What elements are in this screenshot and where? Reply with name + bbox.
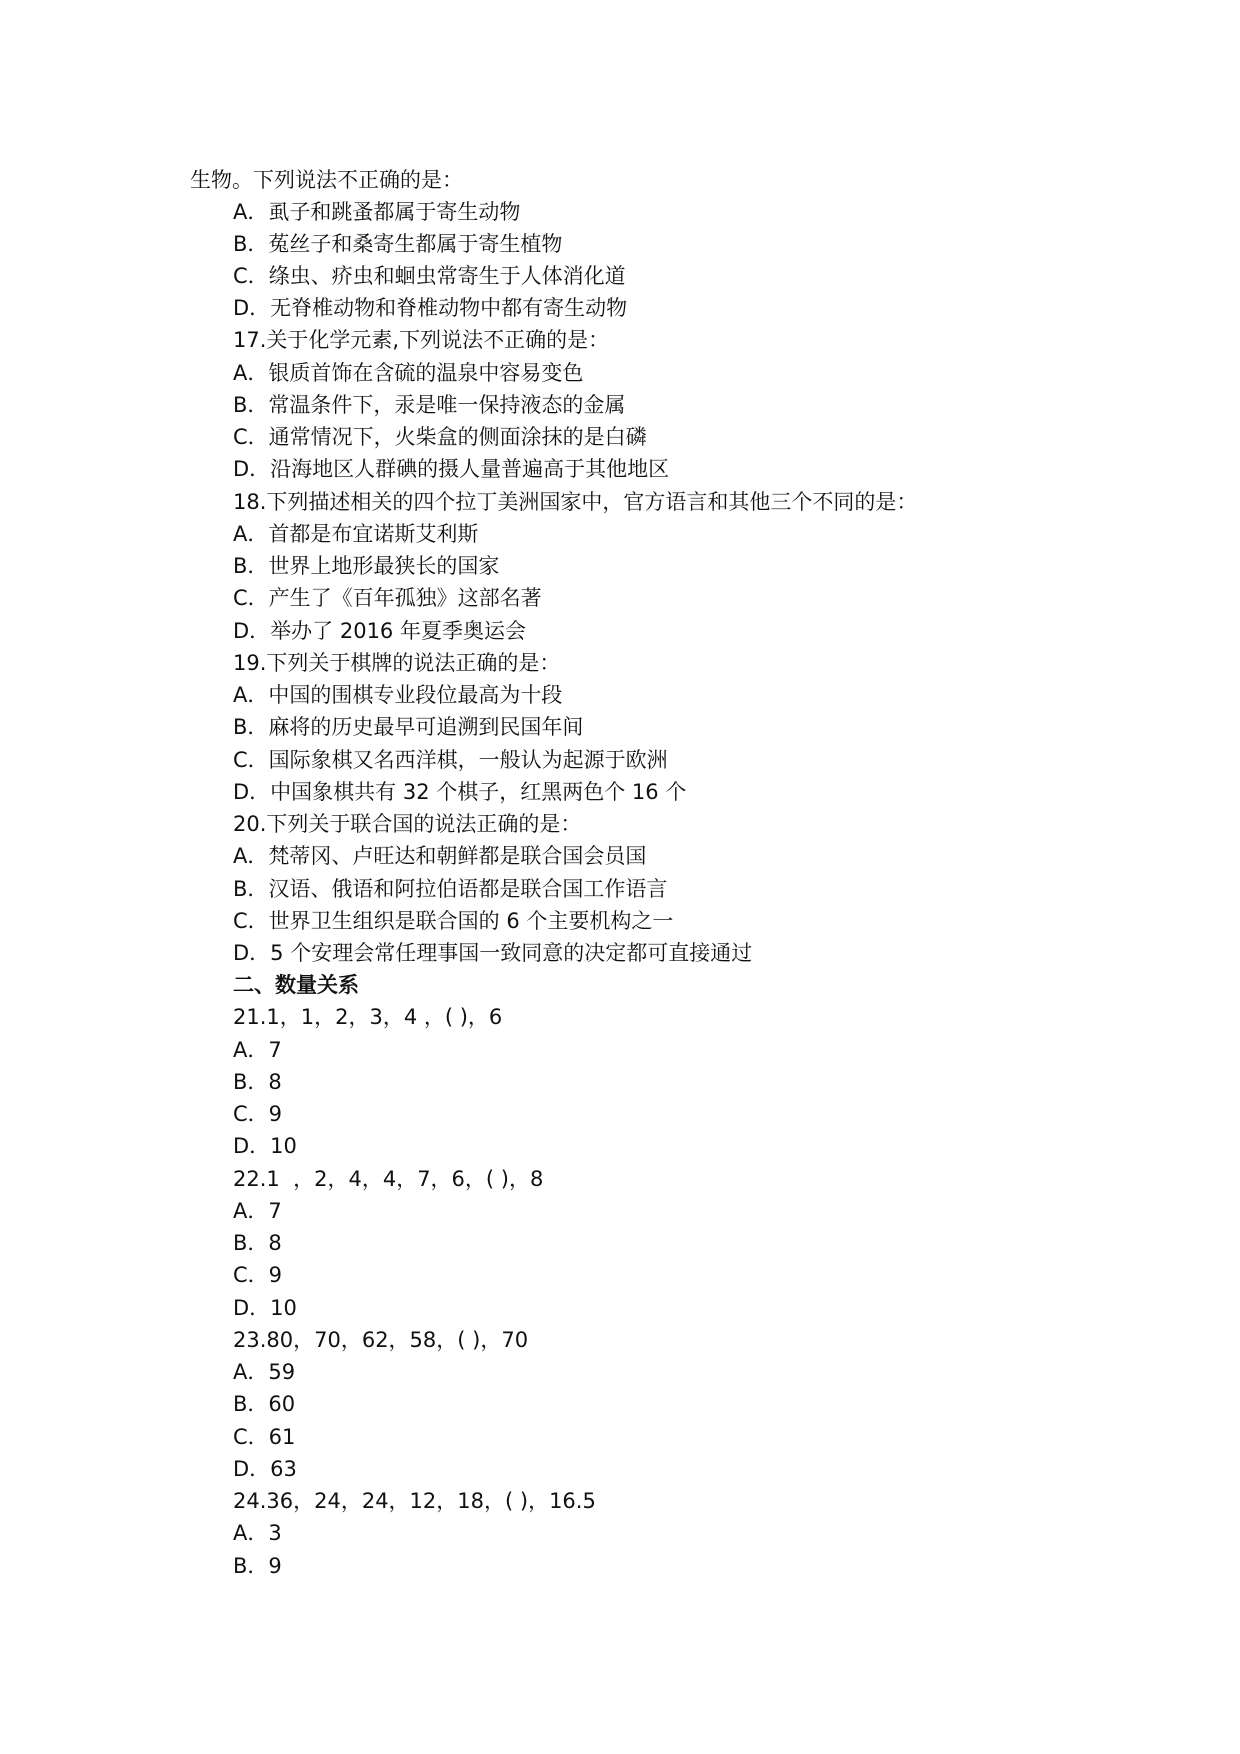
option-b: B．9 <box>233 1554 282 1578</box>
option-a: A．银质首饰在含硫的温泉中容易变色 <box>233 361 584 385</box>
option-c: C．通常情况下，火柴盒的侧面涂抹的是白磷 <box>233 425 647 449</box>
option-d: D．10 <box>233 1296 297 1320</box>
option-a: A．中国的围棋专业段位最高为十段 <box>233 683 563 707</box>
option-c: C．世界卫生组织是联合国的 6 个主要机构之一 <box>233 909 674 933</box>
option-a: A．梵蒂冈、卢旺达和朝鲜都是联合国会员国 <box>233 844 647 868</box>
option-c: C．9 <box>233 1263 283 1287</box>
option-b: B．8 <box>233 1231 282 1255</box>
option-d: D．中国象棋共有 32 个棋子，红黑两色个 16 个 <box>233 780 687 804</box>
option-b: B．8 <box>233 1070 282 1094</box>
question-23: 23.80，70，62，58，( )，70 <box>233 1328 529 1352</box>
question-20: 20.下列关于联合国的说法正确的是： <box>233 812 582 836</box>
option-c: C．产生了《百年孤独》这部名著 <box>233 586 542 610</box>
question-19: 19.下列关于棋牌的说法正确的是： <box>233 651 561 675</box>
question-24: 24.36，24，24，12，18，( )，16.5 <box>233 1489 596 1513</box>
question-21: 21.1，1，2，3，4 ，( )，6 <box>233 1005 503 1029</box>
option-c: C．国际象棋又名西洋棋，一般认为起源于欧洲 <box>233 748 668 772</box>
option-d: D．63 <box>233 1457 297 1481</box>
section-heading: 二、数量关系 <box>233 973 359 997</box>
option-a: A．7 <box>233 1038 282 1062</box>
question-18: 18.下列描述相关的四个拉丁美洲国家中，官方语言和其他三个不同的是： <box>233 490 918 514</box>
option-d: D．沿海地区人群碘的摄人量普遍高于其他地区 <box>233 457 670 481</box>
option-a: A．7 <box>233 1199 282 1223</box>
option-a: A．59 <box>233 1360 296 1384</box>
option-d: D．举办了 2016 年夏季奥运会 <box>233 619 526 643</box>
question-22: 22.1 ，2，4，4，7，6，( )，8 <box>233 1167 544 1191</box>
option-a: A．虱子和跳蚤都属于寄生动物 <box>233 200 521 224</box>
option-a: A．3 <box>233 1521 282 1545</box>
option-c: C．61 <box>233 1425 296 1449</box>
option-b: B．世界上地形最狭长的国家 <box>233 554 500 578</box>
option-d: D．10 <box>233 1134 297 1158</box>
option-b: B．常温条件下，汞是唯一保持液态的金属 <box>233 393 626 417</box>
question-17: 17.关于化学元素,下列说法不正确的是： <box>233 328 610 352</box>
option-c: C．绦虫、疥虫和蛔虫常寄生于人体消化道 <box>233 264 626 288</box>
option-b: B．60 <box>233 1392 296 1416</box>
option-b: B．汉语、俄语和阿拉伯语都是联合国工作语言 <box>233 877 668 901</box>
option-b: B．麻将的历史最早可追溯到民国年间 <box>233 715 584 739</box>
option-a: A．首都是布宜诺斯艾利斯 <box>233 522 479 546</box>
option-b: B．菟丝子和桑寄生都属于寄生植物 <box>233 232 563 256</box>
option-d: D．5 个安理会常任理事国一致同意的决定都可直接通过 <box>233 941 753 965</box>
text-line: 生物。下列说法不正确的是： <box>190 168 463 192</box>
option-d: D．无脊椎动物和脊椎动物中都有寄生动物 <box>233 296 628 320</box>
option-c: C．9 <box>233 1102 283 1126</box>
